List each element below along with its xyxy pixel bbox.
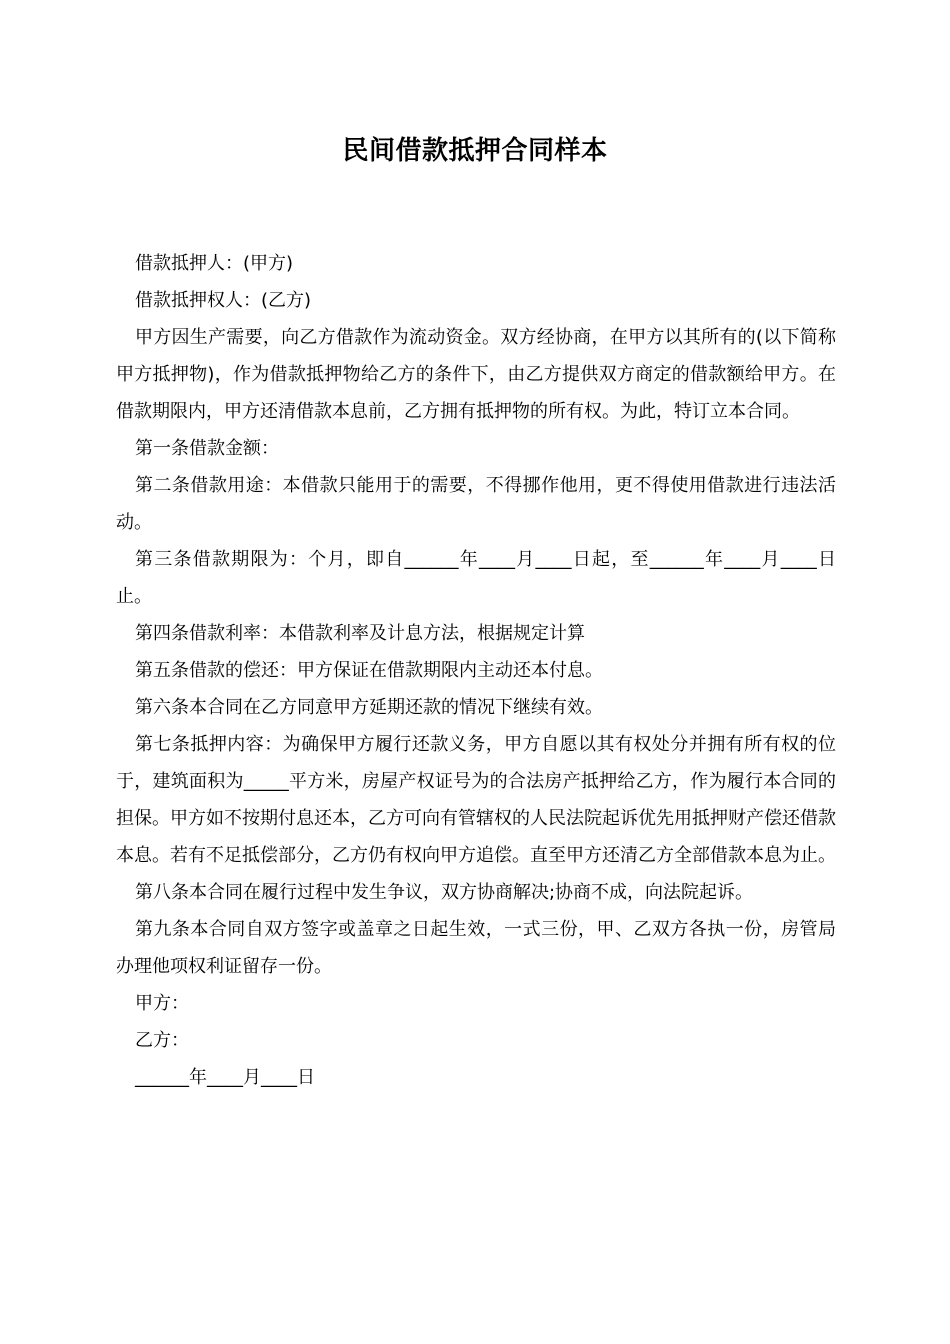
signature-party-a: 甲方： [135,993,189,1014]
party-a-line: 借款抵押人：(甲方) [135,253,294,274]
document-title: 民间借款抵押合同样本 [342,136,608,166]
article-1: 第一条借款金额： [135,438,279,459]
article-2: 第二条借款用途：本借款只能用于的需要，不得挪作他用，更不得使用借款进行违法活动。 [116,475,836,533]
article-8: 第八条本合同在履行过程中发生争议，双方协商解决;协商不成，向法院起诉。 [135,882,754,903]
signature-party-b: 乙方： [135,1030,189,1051]
article-3: 第三条借款期限为：个月，即自______年____月____日起，至______年____月____日止。 [116,549,836,607]
article-7: 第七条抵押内容：为确保甲方履行还款义务，甲方自愿以其有权处分并拥有所有权的位于，建筑面积为_____平方米，房屋产权证号为的合法房产抵押给乙方，作为履行本合同的担保。甲方如不按期付息还本，乙方可向有管辖权的人民法院起诉优先用抵押财产偿还借款本息。若有不足抵偿部分，乙方仍有权向甲方追偿。直至甲方还清乙方全部借款本息为止。 [116,734,836,866]
article-6: 第六条本合同在乙方同意甲方延期还款的情况下继续有效。 [135,697,603,718]
article-5: 第五条借款的偿还：甲方保证在借款期限内主动还本付息。 [135,660,603,681]
document-body [116,245,836,1096]
article-4: 第四条借款利率：本借款利率及计息方法，根据规定计算 [135,623,585,644]
party-b-line: 借款抵押权人：(乙方) [135,290,312,311]
preamble-paragraph: 甲方因生产需要，向乙方借款作为流动资金。双方经协商，在甲方以其所有的(以下简称甲方抵押物)，作为借款抵押物给乙方的条件下，由乙方提供双方商定的借款额给甲方。在借款期限内，甲方还清借款本息前，乙方拥有抵押物的所有权。为此，特订立本合同。 [116,327,836,422]
article-9: 第九条本合同自双方签字或盖章之日起生效，一式三份，甲、乙双方各执一份，房管局办理他项权利证留存一份。 [116,919,836,977]
signature-date: ______年____月____日 [135,1067,315,1088]
